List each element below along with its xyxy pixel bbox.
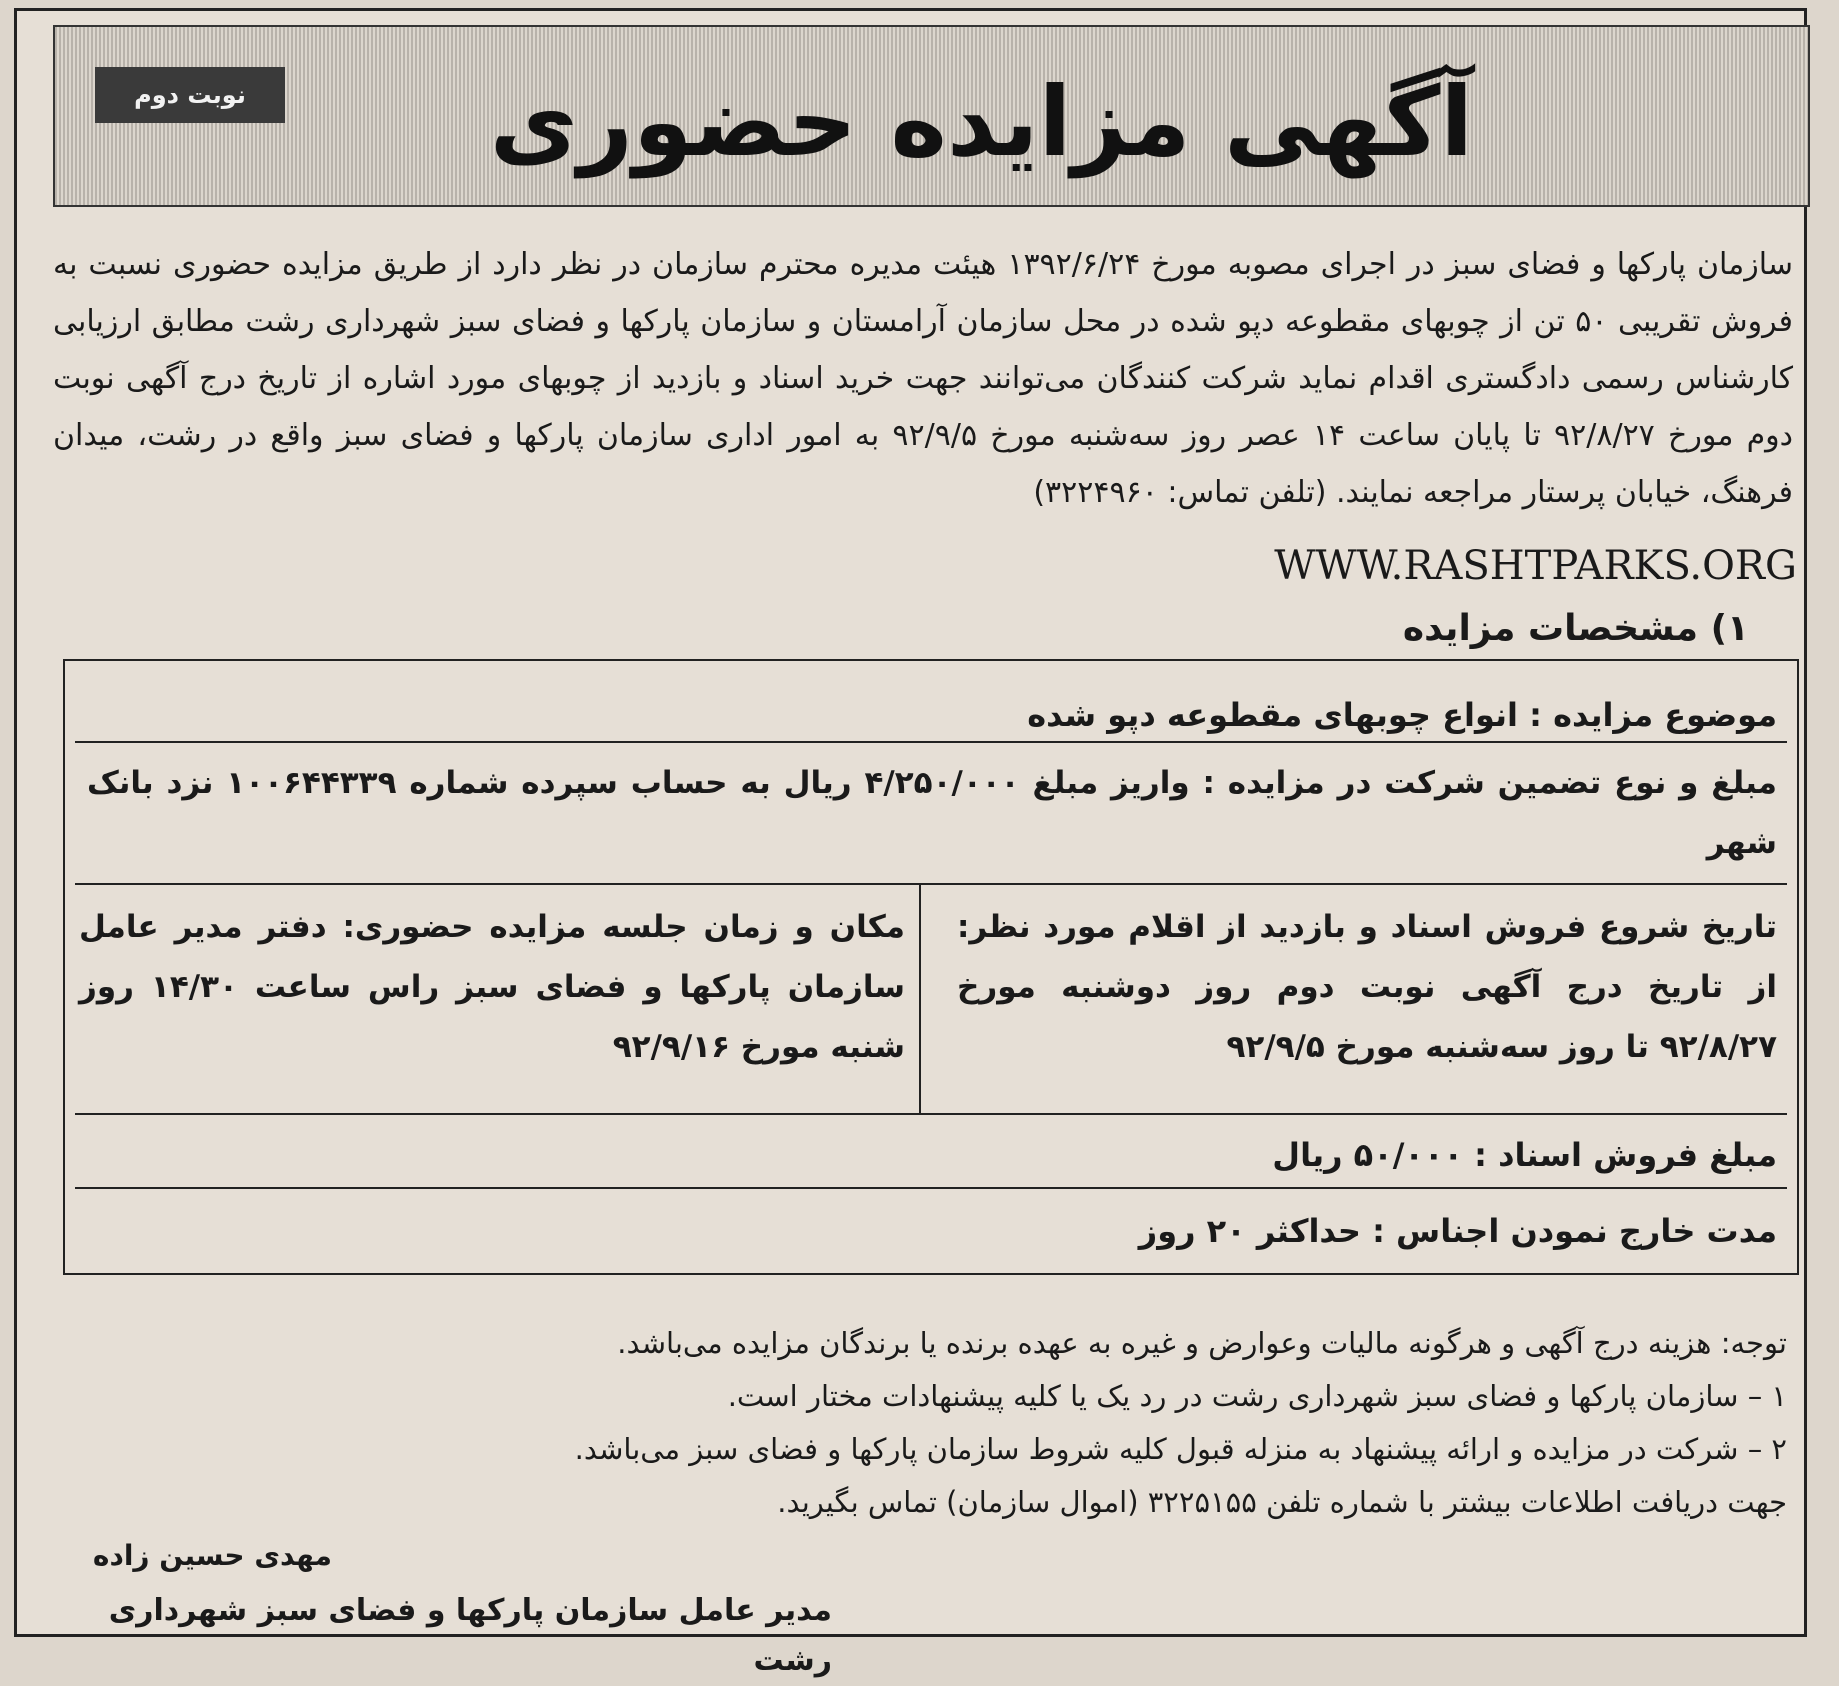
cell-divider bbox=[919, 883, 921, 1113]
auction-session: مکان و زمان جلسه مزایده حضوری: دفتر مدیر عامل سازمان پارکها و فضای سبز راس ساعت ۱۴/۳۰ روز شنبه مورخ ۹۲/۹/۱۶ bbox=[79, 909, 905, 1065]
note-item-1: ۱ – سازمان پارکها و فضای سبز شهرداری رشت در رد یک یا کلیه پیشنهادات مختار است. bbox=[727, 1379, 1787, 1413]
intro-paragraph: سازمان پارکها و فضای سبز در اجرای مصوبه مورخ ۱۳۹۲/۶/۲۴ هیئت مدیره محترم سازمان در نظر دارد از طریق مزایده حضوری نسبت به فروش تقریبی ۵۰ تن از چوبهای مقطوعه دپو شده در محل سازمان آرامستان و سازمان پارکها و فضای سبز شهرداری رشت مطابق ارزیابی کارشناس رسمی دادگستری اقدام نماید شرکت کنندگان می‌توانند جهت خرید اسناد و بازدید از چوبهای مورد اشاره از تاریخ درج آگهی نوبت دوم مورخ ۹۲/۸/۲۷ تا پایان ساعت ۱۴ عصر روز سه‌شنبه مورخ ۹۲/۹/۵ به امور اداری سازمان پارکها و فضای سبز واقع در رشت، میدان فرهنگ، خیابان پرستار مراجعه نمایند. (تلفن تماس: ۳۲۲۴۹۶۰) bbox=[53, 247, 1794, 510]
note-line: توجه: هزینه درج آگهی و هرگونه مالیات وعوارض و غیره به عهده برنده یا برندگان مزایده می‌باشد. bbox=[617, 1326, 1787, 1360]
auction-specs-table bbox=[63, 659, 1799, 1275]
note-item-2: ۲ – شرکت در مزایده و ارائه پیشنهاد به منزله قبول کلیه شروط سازمان پارکها و فضای سبز می‌باشد. bbox=[574, 1432, 1787, 1466]
notice-header bbox=[53, 25, 1810, 207]
divider bbox=[75, 741, 1787, 743]
website-url: WWW.RASHTPARKS.ORG bbox=[1274, 543, 1797, 589]
signatory-title: مدیر عامل سازمان پارکها و فضای سبز شهرداری رشت bbox=[108, 1593, 832, 1678]
removal-period: مدت خارج نمودن اجناس : حداکثر ۲۰ روز bbox=[1138, 1212, 1777, 1250]
notes-section bbox=[367, 1317, 1787, 1529]
notice-title: آگهی مزایده حضوری bbox=[489, 66, 1474, 178]
auction-notice bbox=[14, 8, 1807, 1678]
auction-subject: موضوع مزایده : انواع چوبهای مقطوعه دپو شده bbox=[1027, 696, 1777, 734]
document-price: مبلغ فروش اسناد : ۵۰/۰۰۰ ریال bbox=[1272, 1136, 1777, 1174]
divider bbox=[75, 1113, 1787, 1115]
signatory-name: مهدی حسین زاده bbox=[92, 1539, 332, 1572]
document-sale-period: تاریخ شروع فروش اسناد و بازدید از اقلام مورد نظر: از تاریخ درج آگهی نوبت دوم روز دوشنبه مورخ ۹۲/۸/۲۷ تا روز سه‌شنبه مورخ ۹۲/۹/۵ bbox=[957, 909, 1777, 1065]
edition-badge: نوبت دوم bbox=[95, 67, 285, 123]
divider bbox=[75, 883, 1787, 885]
divider bbox=[75, 1187, 1787, 1189]
contact-line: جهت دریافت اطلاعات بیشتر با شماره تلفن ۳۲۲۵۱۵۵ (اموال سازمان) تماس بگیرید. bbox=[777, 1485, 1787, 1519]
guarantee-amount: مبلغ و نوع تضمین شرکت در مزایده : واریز مبلغ ۴/۲۵۰/۰۰۰ ریال به حساب سپرده شماره ۱۰۰۶۴۴۳۳۹ نزد بانک شهر bbox=[87, 765, 1777, 861]
section-heading: ۱) مشخصات مزایده bbox=[1402, 608, 1749, 649]
